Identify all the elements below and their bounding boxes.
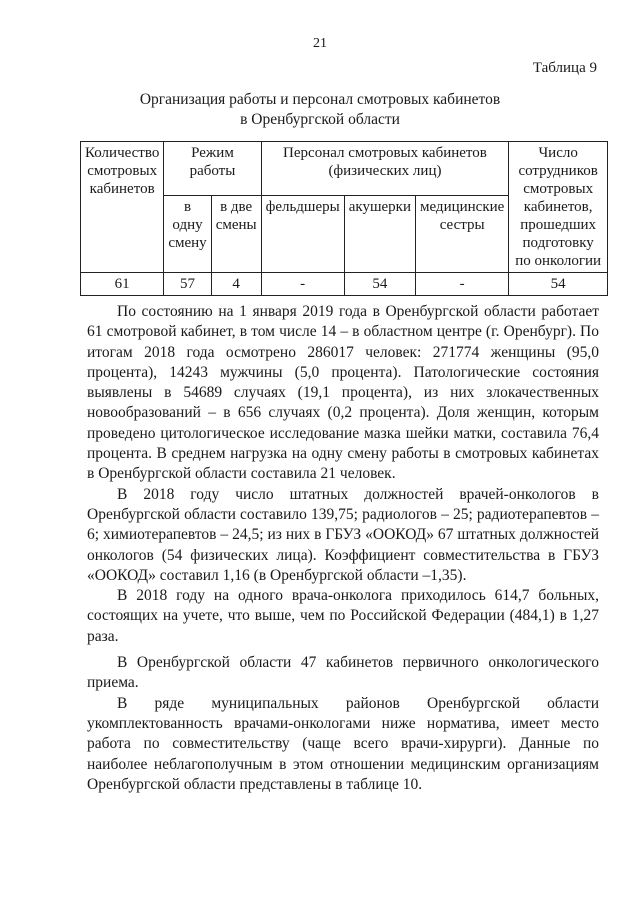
cell-count: 61 — [81, 273, 164, 296]
header-mode-two: в две смены — [211, 195, 261, 272]
page-number: 21 — [313, 36, 327, 51]
table-header-row — [81, 142, 608, 196]
header-mode-one: в одну смену — [164, 195, 211, 272]
body-text — [87, 302, 599, 795]
paragraph: В ряде муниципальных районов Оренбургской области укомплектованность врачами-онкологами ниже норматива, имеет место работа по совместительству (чаще всего врачи-хирурги). Данные по наиболее неблагополучным в этом отношении медицинским организациям Оренбургской области представлены в таблице 10. — [87, 694, 599, 793]
table-caption — [0, 90, 640, 130]
header-mode-group: Режим работы — [164, 142, 261, 196]
staff-table — [80, 141, 608, 296]
table-row — [81, 273, 608, 296]
cell-feldsher: - — [261, 273, 344, 296]
cell-mode-one: 57 — [164, 273, 211, 296]
caption-line: в Оренбургской области — [240, 111, 400, 128]
paragraph: В Оренбургской области 47 кабинетов первичного онкологического приема. — [87, 654, 599, 692]
header-staff-group: Персонал смотровых кабинетов (физических лиц) — [261, 142, 509, 196]
header-staff-feldsher: фельдшеры — [261, 195, 344, 272]
header-staff-nurse: медицинские сестры — [415, 195, 508, 272]
caption-line: Организация работы и персонал смотровых кабинетов — [139, 91, 501, 108]
cell-mode-two: 4 — [211, 273, 261, 296]
header-count: Количество смотровых кабинетов — [81, 142, 164, 273]
cell-nurse: - — [415, 273, 508, 296]
paragraph: В 2018 году на одного врача-онколога приходилось 614,7 больных, состоящих на учете, что выше, чем по Российской Федерации (484,1) в 1,27 раза. — [87, 587, 599, 645]
cell-midwife: 54 — [344, 273, 415, 296]
header-staff-midwife: акушерки — [344, 195, 415, 272]
paragraph: В 2018 году число штатных должностей врачей-онкологов в Оренбургской области составило 139,75; радиологов – 25; радиотерапевтов – 6; химиотерапевтов – 24,5; из них в ГБУЗ «ООКОД» 67 штатных должностей онкологов (54 физических лица). Коэффициент совместительства в ГБУЗ «ООКОД» составил 1,16 (в Оренбургской области –1,35). — [87, 485, 599, 584]
table-label: Таблица 9 — [532, 60, 597, 76]
header-trained: Число сотрудников смотровых кабинетов, прошедших подготовку по онкологии — [509, 142, 608, 273]
cell-trained: 54 — [509, 273, 608, 296]
paragraph: По состоянию на 1 января 2019 года в Оренбургской области работает 61 смотровой кабинет, в том числе 14 – в областном центре (г. Оренбург). По итогам 2018 года осмотрено 286017 человек: 271774 женщины (95,0 процента), 14243 мужчины (5,0 процента). Патологические состояния выявлены в 54689 случаях (19,1 процента), из них злокачественных новообразований – в 656 случаях (0,2 процента). Доля женщин, которым проведено цитологическое исследование мазка шейки матки, составила 76,4 процента. В среднем нагрузка на одну смену работы в смотровых кабинетах в Оренбургской области составила 21 человек. — [87, 303, 599, 483]
